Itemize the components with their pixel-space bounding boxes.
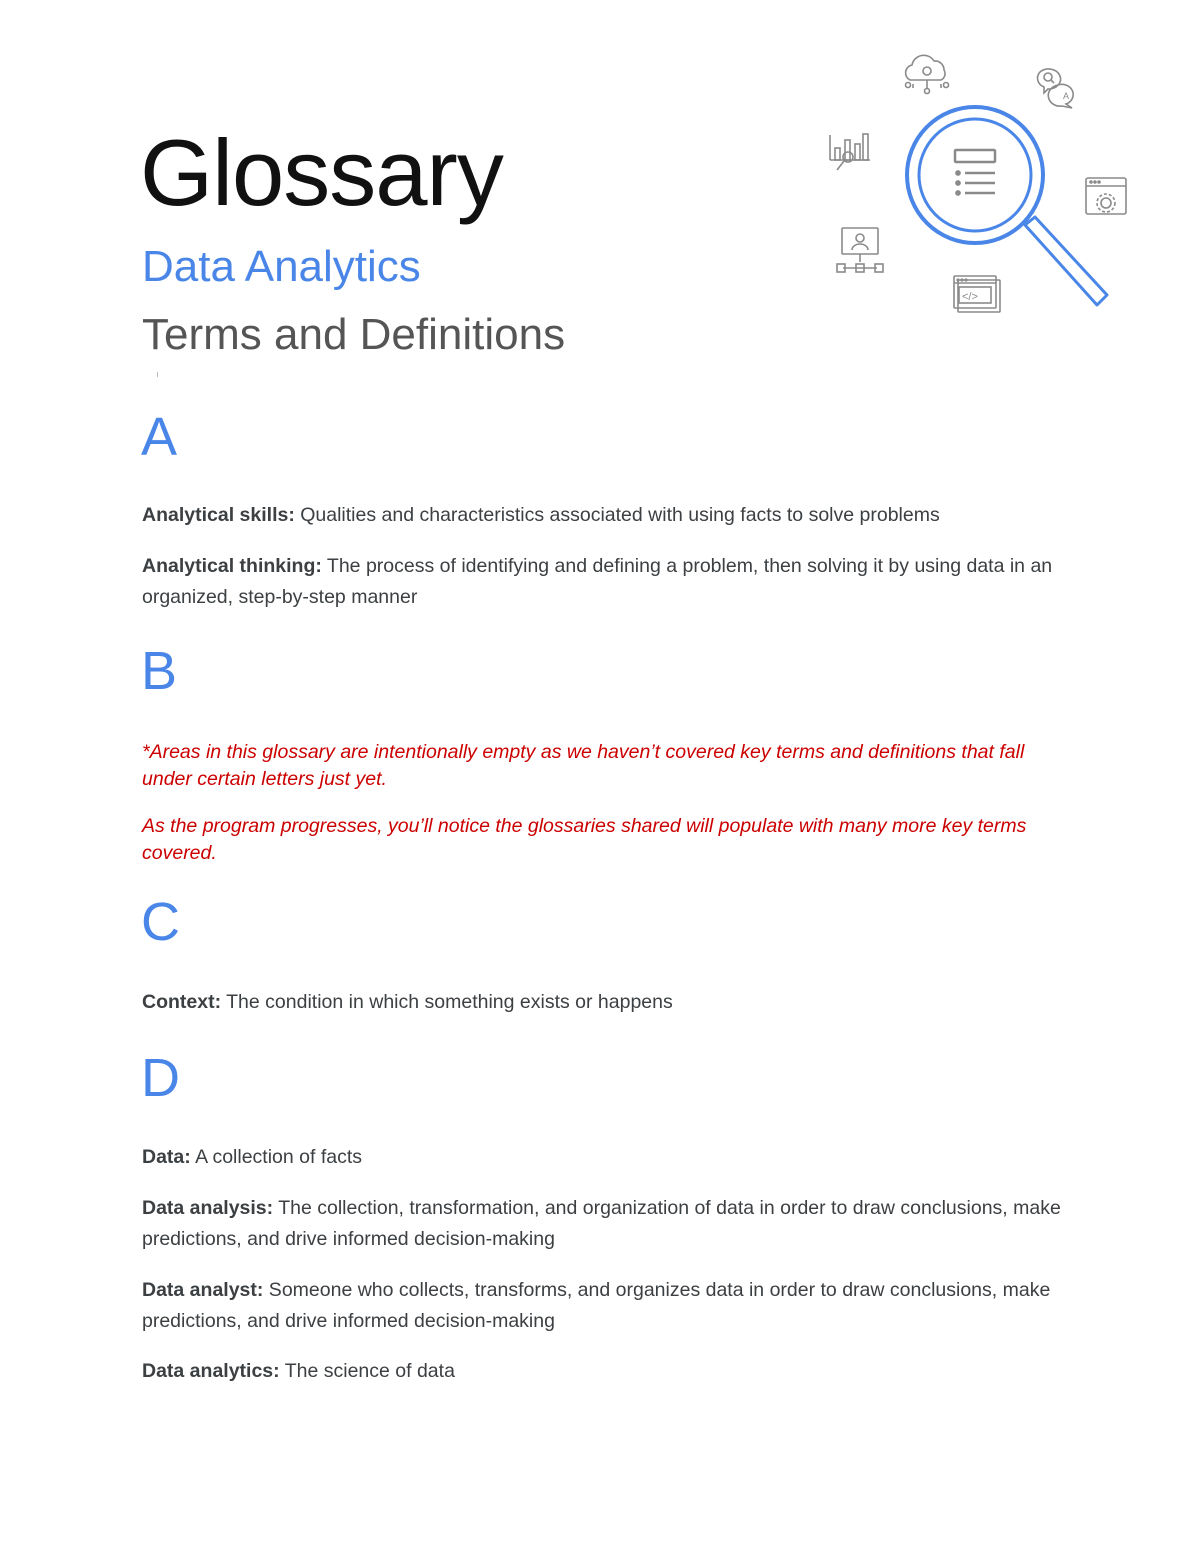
settings-window-icon [1086, 178, 1126, 214]
section-letter-d: D [141, 1048, 180, 1108]
magnifying-glass-icon [907, 107, 1107, 305]
chat-search-icon [1037, 69, 1073, 108]
bar-chart-icon [830, 134, 870, 170]
glossary-definition: Someone who collects, transforms, and organizes data in order to draw conclusions, make predictions, and drive informed decision-making [142, 1279, 1051, 1332]
svg-text:A: A [1063, 91, 1070, 101]
glossary-definition: The collection, transformation, and organization of data in order to draw conclusions, make predictions, and drive informed decision-making [142, 1197, 1061, 1250]
glossary-entry [142, 1356, 1072, 1387]
glossary-definition: The process of identifying and defining a problem, then solving it by using data in an organized, step-by-step manner [142, 555, 1053, 608]
glossary-entry [142, 1142, 1072, 1173]
glossary-definition: The science of data [279, 1360, 455, 1382]
empty-section-note: *Areas in this glossary are intentionally empty as we haven’t covered key terms and definitions that fall under certain letters just yet. [142, 741, 1025, 790]
glossary-entry [142, 551, 1072, 613]
section-letter-c: C [141, 892, 180, 952]
glossary-entry [142, 500, 1072, 531]
svg-text:</>: </> [962, 291, 978, 303]
glossary-term: Data: [142, 1146, 191, 1168]
program-progress-note: As the program progresses, you’ll notice the glossaries shared will populate with many more key terms covered. [142, 815, 1027, 864]
glossary-term: Analytical thinking: [142, 555, 322, 577]
glossary-entry [142, 987, 1072, 1018]
glossary-definition: A collection of facts [190, 1146, 363, 1168]
page-subtitle: Data Analytics [142, 242, 421, 291]
glossary-term: Data analyst: [142, 1279, 264, 1301]
user-network-icon [837, 228, 883, 272]
page-title: Glossary [140, 120, 503, 225]
glossary-term: Data analytics: [142, 1360, 280, 1382]
section-letter-a: A [141, 407, 178, 467]
section-letter-b: B [141, 641, 178, 701]
page-subheading: Terms and Definitions [142, 310, 566, 359]
cloud-network-icon [906, 55, 949, 93]
decorative-tick [157, 372, 158, 377]
magnifying-glass-illustration [815, 40, 1145, 330]
glossary-entry [142, 1193, 1072, 1255]
glossary-term: Analytical skills: [142, 504, 295, 526]
glossary-entry [142, 1275, 1072, 1337]
document-list-icon [955, 150, 995, 195]
glossary-definition: Qualities and characteristics associated with using facts to solve problems [294, 504, 940, 526]
glossary-term: Context: [142, 991, 222, 1013]
glossary-term: Data analysis: [142, 1197, 274, 1219]
code-window-icon [954, 276, 1000, 312]
glossary-definition: The condition in which something exists or happens [221, 991, 673, 1013]
